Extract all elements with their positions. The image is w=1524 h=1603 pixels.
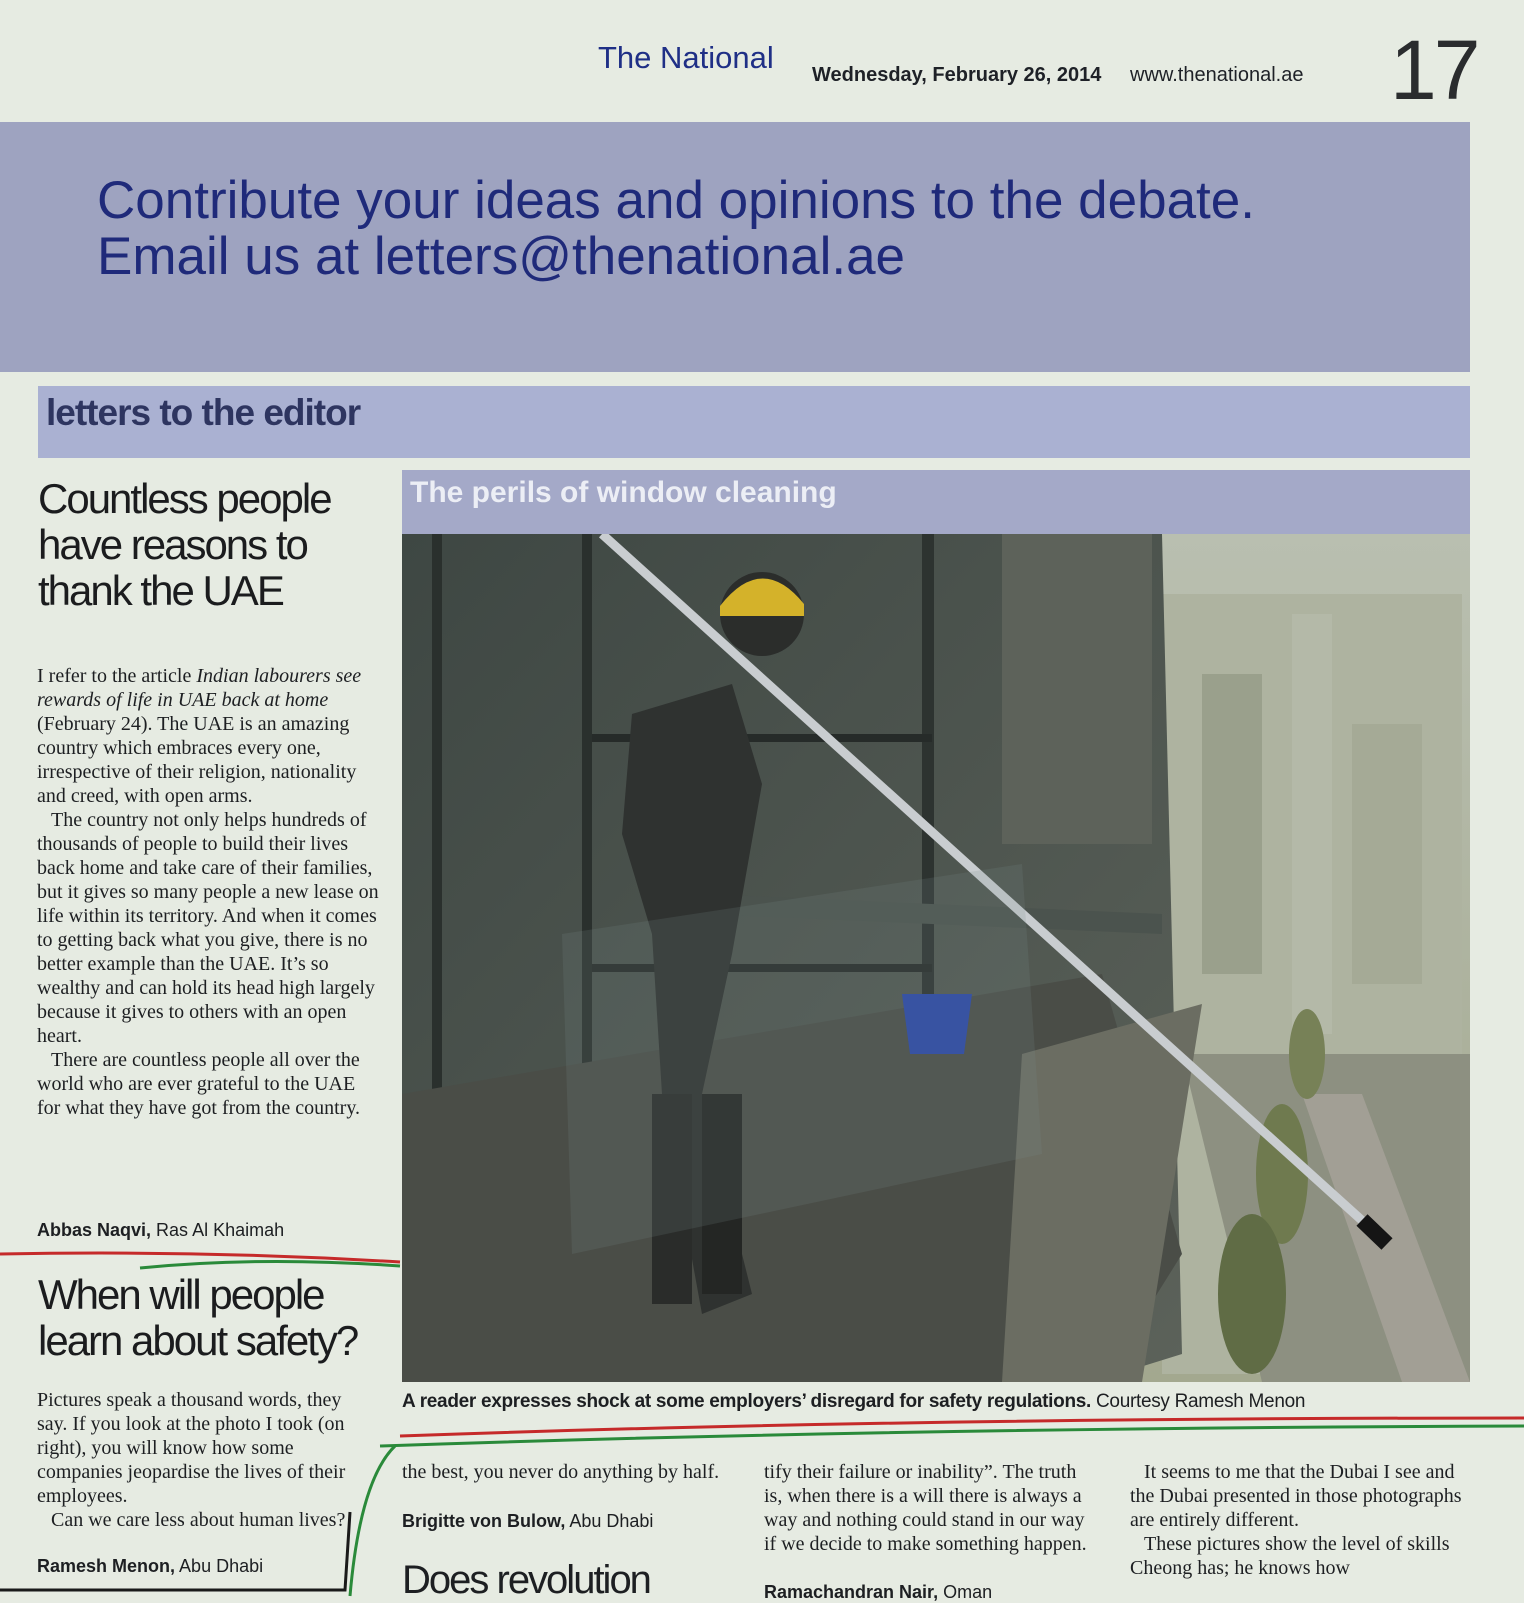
column-b-location: Oman — [943, 1582, 993, 1602]
section-title: letters to the editor — [46, 392, 361, 433]
letter1-signature — [37, 1220, 284, 1241]
letter1-location: Ras Al Khaimah — [156, 1220, 285, 1240]
letter2-signature — [37, 1556, 263, 1577]
letter2-paragraph-1: Pictures speak a thousand words, they say. If you look at the photo I took (on right), you will know how some companies jeopardise the lives of their employees. — [37, 1389, 346, 1507]
column-b-paragraph: tify their failure or inability”. The truth is, when there is a will there is always a way and nothing could stand in our way if we decide to make something happen. — [764, 1461, 1087, 1555]
column-b-author: Ramachandran Nair, — [764, 1582, 939, 1602]
letter2-body — [37, 1388, 367, 1532]
photo-illustration — [402, 534, 1470, 1382]
column-c-paragraph-1: It seems to me that the Dubai I see and the Dubai presented in those photographs are entirely different. — [1130, 1461, 1462, 1531]
letter1-paragraph-1 — [37, 664, 382, 808]
publication-name: The National — [598, 40, 774, 75]
column-a-text — [402, 1460, 732, 1484]
letter1-body — [37, 664, 382, 1120]
caption-credit: Courtesy Ramesh Menon — [1096, 1391, 1306, 1412]
letter1-paragraph-3: There are countless people all over the world who are ever grateful to the UAE for what they have got from the country. — [37, 1049, 361, 1119]
column-c-paragraph-2: These pictures show the level of skills Cheong has; he knows how — [1130, 1533, 1450, 1579]
banner-line-2: Email us at letters@thenational.ae — [97, 227, 906, 286]
column-b-text — [764, 1460, 1094, 1556]
letter1-p1-post: (February 24). The UAE is an amazing country which embraces every one, irrespective of their religion, nationality and creed, with open arms. — [37, 713, 357, 807]
letter2-location: Abu Dhabi — [179, 1556, 264, 1576]
letter2-author: Ramesh Menon, — [37, 1556, 176, 1576]
column-a-author: Brigitte von Bulow, — [402, 1511, 566, 1531]
column-a-signature — [402, 1511, 653, 1532]
column-c-text — [1130, 1460, 1470, 1580]
photo-caption — [402, 1391, 1305, 1413]
letter2-headline: When will people learn about safety? — [38, 1271, 358, 1364]
photo-heading: The perils of window cleaning — [410, 476, 837, 509]
site-url: www.thenational.ae — [1130, 64, 1304, 86]
caption-text: A reader expresses shock at some employers’ disregard for safety regulations. — [402, 1391, 1092, 1412]
letter1-paragraph-2: The country not only helps hundreds of thousands of people to build their lives back home and take care of their families, but it gives so many people a new lease on life within its territory. And when it comes to getting back what you give, there is no better example than the UAE. It’s so wealthy and can hold its head high largely because it gives to others with an open heart. — [37, 809, 379, 1047]
letter1-author: Abbas Naqvi, — [37, 1220, 152, 1240]
letter1-headline: Countless people have reasons to thank the UAE — [38, 475, 331, 614]
column-a-location: Abu Dhabi — [569, 1511, 654, 1531]
column-a-next-headline: Does revolution — [402, 1558, 650, 1602]
column-a-paragraph: the best, you never do anything by half. — [402, 1461, 720, 1483]
page-number: 17 — [1390, 23, 1478, 117]
issue-date: Wednesday, February 26, 2014 — [812, 64, 1102, 86]
window-cleaner-photo — [402, 534, 1470, 1382]
banner-line-1: Contribute your ideas and opinions to the debate. — [97, 171, 1255, 230]
article-title: Indian labourers see rewards of life in UAE back at home — [37, 665, 362, 711]
letter2-paragraph-2: Can we care less about human lives? — [51, 1509, 346, 1531]
letter1-p1-pre: I refer to the article — [37, 665, 197, 687]
